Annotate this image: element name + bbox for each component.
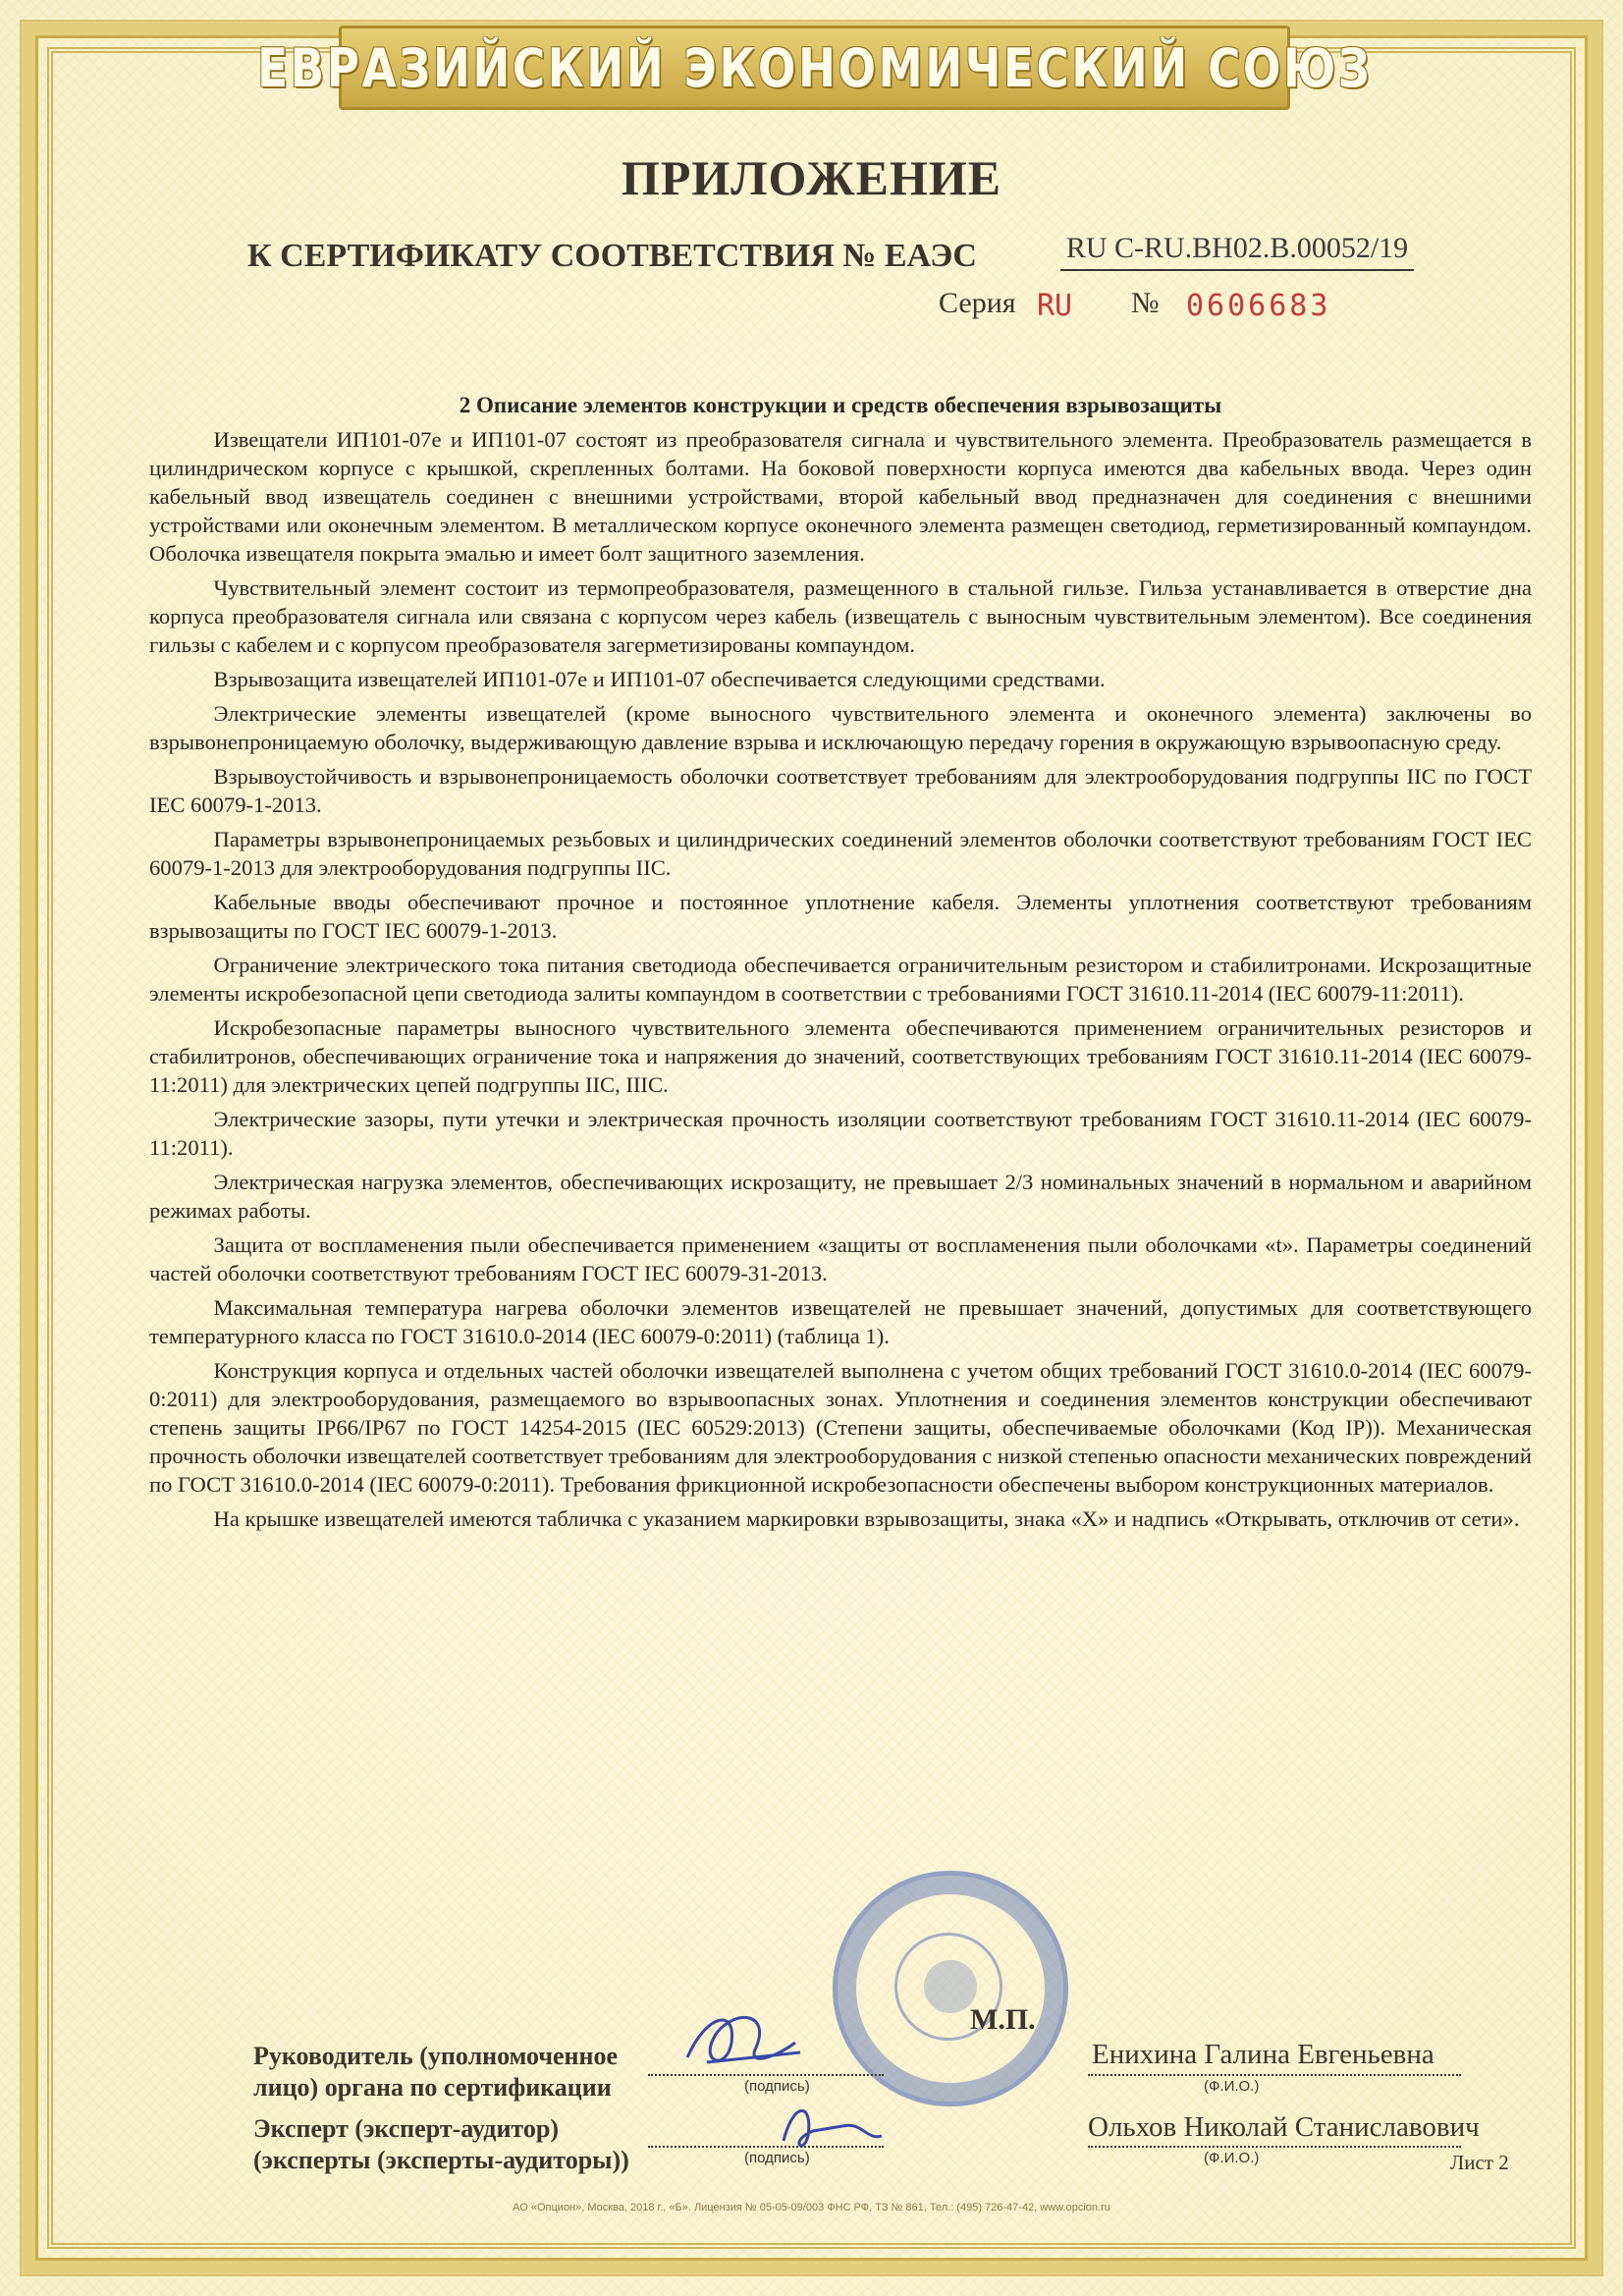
printer-footer: АО «Опцион», Москва, 2018 г., «Б». Лицензия № 05-05-09/003 ФНС РФ, ТЗ № 861, Тел.: (495) 726-47-42, www.opcion.ru [513,2202,1110,2214]
sheet-number: Лист 2 [1450,2151,1509,2174]
paragraph: Взрывоустойчивость и взрывонепроницаемость оболочки соответствует требованиям для электрооборудования подгруппы IIC по ГОСТ IEC 60079-1-2013. [149,764,1532,817]
paragraph: Искробезопасные параметры выносного чувствительного элемента обеспечиваются применением ограничительных резисторов и стабилитронов, обеспечивающих ограничение тока и напряжения до значений, соответствующих требованиям ГОСТ 31610.11-2014 (IEC 60079-11:2011) для электрических цепей подгруппы IIC, IIIC. [149,1015,1532,1097]
paragraph: Ограничение электрического тока питания светодиода обеспечивается ограничительным резистором и стабилитронами. Искрозащитные элементы искробезопасной цепи светодиода залиты компаундом в соответствии с требованиями ГОСТ 31610.11-2014 (IEC 60079-11:2011). [149,953,1532,1006]
page-title: ПРИЛОЖЕНИЕ [621,150,1002,205]
union-banner [256,26,1373,110]
series-value: RU [1037,289,1073,323]
paragraph: Электрические зазоры, пути утечки и электрическая прочность изоляции соответствуют требованиям ГОСТ 31610.11-2014 (IEC 60079-11:2011). [149,1107,1532,1160]
head-label: Руководитель (уполномоченное лицо) органа по сертификации [253,2042,619,2102]
paragraph: Защита от воспламенения пыли обеспечивается применением «защиты от воспламенения пыли оболочками «t». Параметры соединений частей оболочки соответствуют требованиям ГОСТ IEC 60079-31-2013. [149,1232,1532,1285]
official-seal [833,1871,1068,2106]
signature-caption: (подпись) [744,2150,810,2166]
certificate-number: RU C-RU.BH02.B.00052/19 [1060,232,1414,271]
paragraph: Конструкция корпуса и отдельных частей оболочки извещателей выполнена с учетом общих требований ГОСТ 31610.0-2014 (IEC 60079-0:2011) для электрооборудования, размещаемого во взрывоопасных зонах. Уплотнения и соединения элементов конструкции обеспечивают степень защиты IP66/IP67 по ГОСТ 14254-2015 (IEC 60529:2013) (Степени защиты, обеспечиваемые оболочками (Код IP)). Механическая прочность оболочки извещателей соответствует требованиям для электрооборудования с низкой степенью опасности механических повреждений по ГОСТ 31610.0-2014 (IEC 60079-0:2011). Требования фрикционной искробезопасности обеспечены выбором конструкционных материалов. [149,1358,1532,1497]
expert-name: Ольхов Николай Станиславович [1088,2111,1480,2143]
head-name: Енихина Галина Евгеньевна [1092,2039,1434,2070]
section-body [149,391,1532,1539]
expert-name-line [1088,2146,1461,2148]
seal-emblem [924,1960,977,2013]
expert-label: Эксперт (эксперт-аудитор) (эксперты (эксперты-аудиторы)) [253,2114,629,2174]
certificate-number-line [247,232,1409,281]
banner-text: ЕВРАЗИЙСКИЙ ЭКОНОМИЧЕСКИЙ СОЮЗ [256,36,1373,99]
number-value: 0606683 [1186,289,1331,323]
head-signature [677,2003,815,2082]
paragraph: Параметры взрывонепроницаемых резьбовых и цилиндрических соединений элементов оболочки соответствуют требованиям ГОСТ IEC 60079-1-2013 для электрооборудования подгруппы IIC. [149,827,1532,880]
paragraph: На крышке извещателей имеются табличка с указанием маркировки взрывозащиты, знака «Х» и надпись «Открывать, отключив от сети». [213,1506,1520,1531]
section-heading: 2 Описание элементов конструкции и средств обеспечения взрывозащиты [459,393,1222,417]
paragraph: Максимальная температура нагрева оболочки элементов извещателей не превышает значений, допустимых для соответствующего температурного класса по ГОСТ 31610.0-2014 (IEC 60079-0:2011) (таблица 1). [149,1295,1532,1348]
certificate-label: К СЕРТИФИКАТУ СООТВЕТСТВИЯ № ЕАЭС [247,238,977,274]
signature-caption: (подпись) [744,2078,810,2095]
head-name-line [1088,2074,1461,2076]
seal-label: М.П. [970,2003,1036,2036]
number-label: № [1131,287,1160,319]
series-label: Серия [939,287,1016,319]
paragraph: Электрическая нагрузка элементов, обеспечивающих искрозащиту, не превышает 2/3 номинальных значений в нормальном и аварийном режимах работы. [149,1170,1532,1223]
head-signature-line [648,2074,884,2076]
paragraph: Чувствительный элемент состоит из термопреобразователя, размещенного в стальной гильзе. Гильза устанавливается в отверстие дна корпуса преобразователя сигнала или связана с корпусом через кабель (извещатель с выносным чувствительным элементом). Все соединения гильзы с кабелем и с корпусом преобразователя загерметизированы компаундом. [149,575,1532,657]
paragraph: Электрические элементы извещателей (кроме выносного чувствительного элемента и оконечного элемента) заключены во взрывонепроницаемую оболочку, выдерживающую давление взрыва и исключающую передачу горения в окружающую взрывоопасную среду. [149,701,1532,754]
name-caption: (Ф.И.О.) [1204,2078,1260,2095]
name-caption: (Ф.И.О.) [1204,2150,1260,2166]
paragraph: Взрывозащита извещателей ИП101-07е и ИП101-07 обеспечивается следующими средствами. [213,667,1106,691]
paragraph: Извещатели ИП101-07е и ИП101-07 состоят из преобразователя сигнала и чувствительного элемента. Преобразователь размещается в цилиндрическом корпусе с крышкой, скрепленных болтами. На боковой поверхности корпуса имеются два кабельных ввода. Через один кабельный ввод извещатель соединен с внешними устройствами, второй кабельный ввод предназначен для соединения с внешними устройствами или оконечным элементом. В металлическом корпусе оконечного элемента размещен светодиод, герметизированный компаундом. Оболочка извещателя покрыта эмалью и имеет болт защитного заземления. [149,427,1532,566]
paragraph: Кабельные вводы обеспечивают прочное и постоянное уплотнение кабеля. Элементы уплотнения соответствуют требованиям взрывозащиты по ГОСТ IEC 60079-1-2013. [149,890,1532,943]
expert-signature-line [648,2146,884,2148]
